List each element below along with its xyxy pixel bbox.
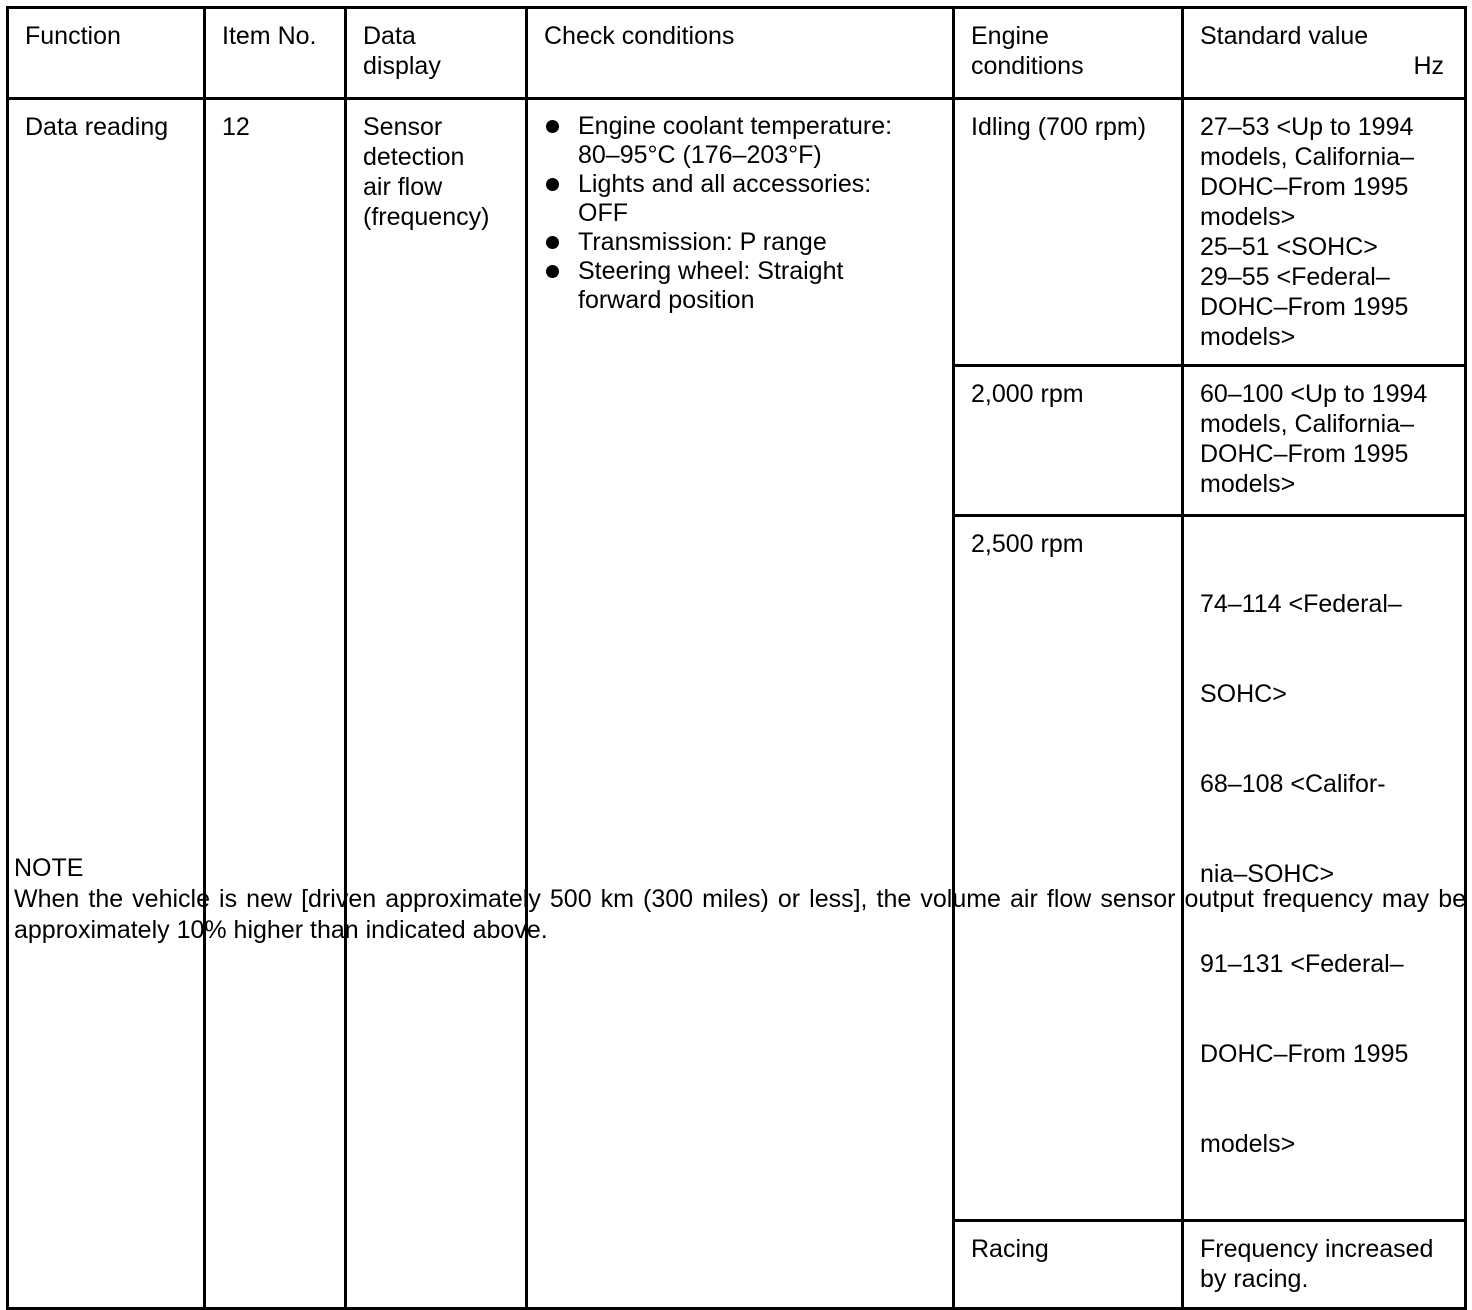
header-standard-value-label: Standard value	[1200, 22, 1369, 50]
spec-table	[6, 6, 1467, 1310]
cell-engine-condition-2000: 2,000 rpm	[954, 366, 1183, 516]
table-row	[8, 99, 1466, 366]
list-item: Engine coolant temperature: 80–95°C (176–203°F)	[544, 112, 938, 170]
note-text: When the vehicle is new [driven approximately 500 km (300 miles) or less], the volume air flow sensor output frequency may be approximately 10% higher than indicated above.	[14, 885, 1466, 944]
data-display-line: detection	[363, 143, 465, 171]
header-standard-value	[1183, 8, 1466, 99]
cell-engine-condition-2500: 2,500 rpm	[954, 516, 1183, 1221]
note-title: NOTE	[14, 854, 84, 882]
cell-standard-value-2500: 74–114 <Federal– SOHC> 68–108 <Califor- nia–SOHC> 91–131 <Federal– DOHC–From 1995 models>	[1183, 516, 1466, 1221]
cell-standard-value-idle: 27–53 <Up to 1994 models, California– DOHC–From 1995 models> 25–51 <SOHC> 29–55 <Federal– DOHC–From 1995 models>	[1183, 99, 1466, 366]
bullet-icon	[546, 236, 559, 249]
bullet-icon	[546, 120, 559, 133]
cell-function: Data reading	[8, 99, 205, 1309]
header-data-display-line: display	[363, 52, 441, 80]
list-item: Steering wheel: Straight forward position	[544, 257, 938, 315]
cell-standard-value-2000: 60–100 <Up to 1994 models, California– DOHC–From 1995 models>	[1183, 366, 1466, 516]
header-function: Function	[8, 8, 205, 99]
header-data-display-line: Data	[363, 22, 416, 50]
header-data-display	[346, 8, 527, 99]
list-item: Transmission: P range	[544, 228, 938, 257]
header-engine-conditions-line: Engine	[971, 22, 1049, 50]
cell-standard-value-racing: Frequency increased by racing.	[1183, 1221, 1466, 1309]
data-display-line: (frequency)	[363, 203, 490, 231]
data-display-line: Sensor	[363, 113, 443, 141]
cell-data-display	[346, 99, 527, 1309]
header-check-conditions: Check conditions	[527, 8, 954, 99]
header-item-no: Item No.	[205, 8, 346, 99]
header-row	[8, 8, 1466, 99]
header-engine-conditions-line: conditions	[971, 52, 1084, 80]
cell-item-no: 12	[205, 99, 346, 1309]
bullet-icon	[546, 265, 559, 278]
header-engine-conditions	[954, 8, 1183, 99]
cell-engine-condition-idle: Idling (700 rpm)	[954, 99, 1183, 366]
header-standard-value-unit: Hz	[1413, 52, 1444, 80]
cell-check-conditions	[527, 99, 954, 1309]
list-item: Lights and all accessories: OFF	[544, 170, 938, 228]
cell-engine-condition-racing: Racing	[954, 1221, 1183, 1309]
data-display-line: air flow	[363, 173, 443, 201]
check-conditions-list	[544, 112, 938, 315]
bullet-icon	[546, 178, 559, 191]
note-block	[14, 853, 1466, 946]
